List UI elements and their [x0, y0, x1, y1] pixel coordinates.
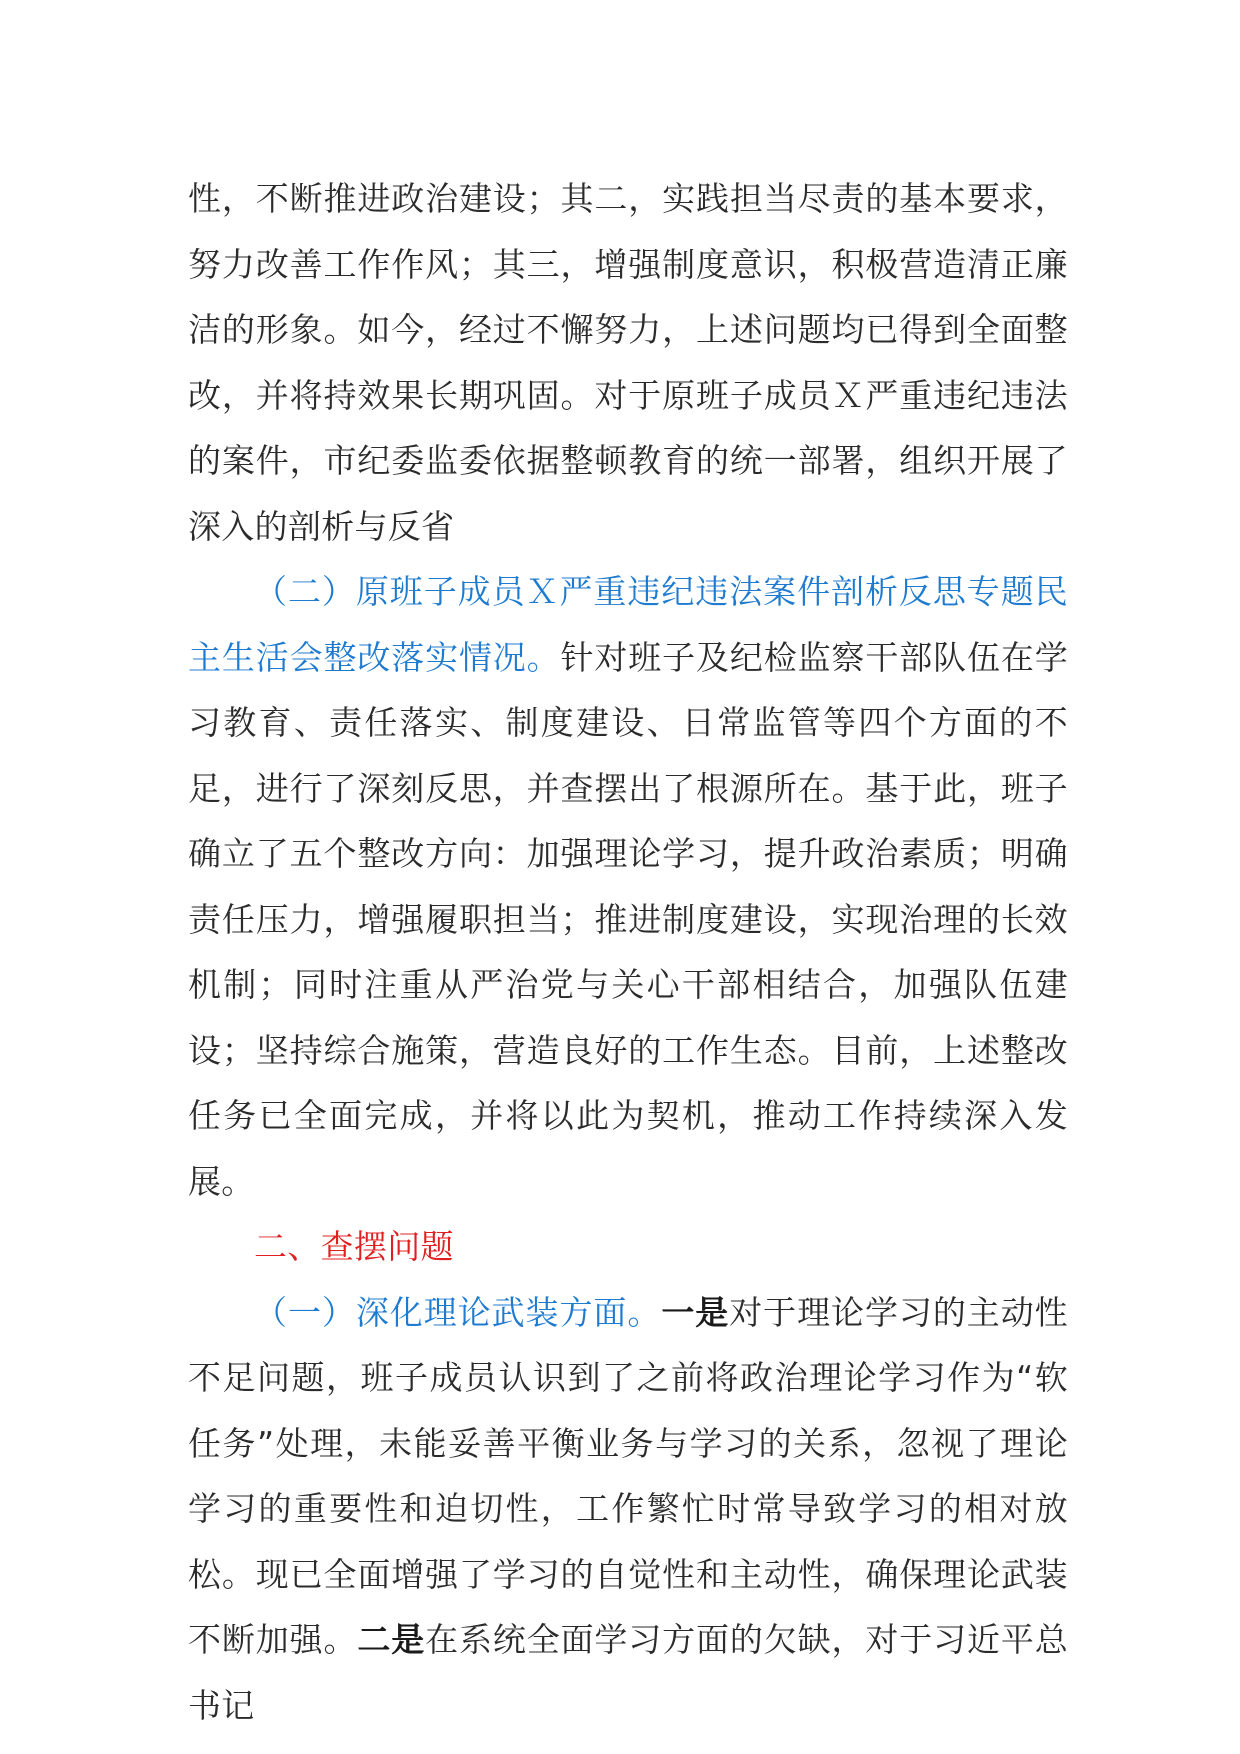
paragraph-text: 针对班子及纪检监察干部队伍在学习教育、责任落实、制度建设、日常监管等四个方面的不足，进行了深刻反思，并查摆出了根源所在。基于此，班子确立了五个整改方向：加强理论学习，提升政治素质；明确责任压力，增强履职担当；推进制度建设，实现治理的长效机制；同时注重从严治党与关心干部相结合，加强队伍建设；坚持综合施策，营造良好的工作生态。目前，上述整改任务已全面完成，并将以此为契机，推动工作持续深入发展。: [188, 637, 1068, 1201]
subsection-heading: （一）深化理论武装方面。: [254, 1292, 662, 1332]
section-heading: 二、查摆问题: [254, 1227, 454, 1266]
paragraph-text: 性，不断推进政治建设；其二，实践担当尽责的基本要求，努力改善工作作风；其三，增强制度意识，积极营造清正廉洁的形象。如今，经过不懈努力，上述问题均已得到全面整改，并将持效果长期巩固。对于原班子成员Ｘ严重违纪违法的案件，市纪委监委依据整顿教育的统一部署，组织开展了深入的剖析与反省: [188, 179, 1068, 546]
paragraph-text: 在系统全面学习方面的欠缺，对于习近平总书记: [188, 1620, 1069, 1725]
section-title: [188, 1214, 1068, 1280]
paragraph-text: 对于理论学习的主动性不足问题，班子成员认识到了之前将政治理论学习作为“软任务”处理，未能妥善平衡业务与学习的关系，忽视了理论学习的重要性和迫切性，工作繁忙时常导致学习的相对放松。现已全面增强了学习的自觉性和主动性，确保理论武装不断加强。: [188, 1292, 1068, 1659]
paragraph-subsection-1: [188, 1280, 1068, 1739]
lead-marker: 一是: [661, 1292, 730, 1332]
subsection-heading: （二）原班子成员Ｘ严重违纪违法案件剖析反思专题民主生活会整改落实情况。: [188, 572, 1068, 677]
paragraph-continued: [188, 166, 1068, 559]
document-body: [188, 166, 1068, 1738]
lead-marker: 二是: [357, 1620, 426, 1659]
paragraph-subsection-2: [188, 559, 1068, 1214]
